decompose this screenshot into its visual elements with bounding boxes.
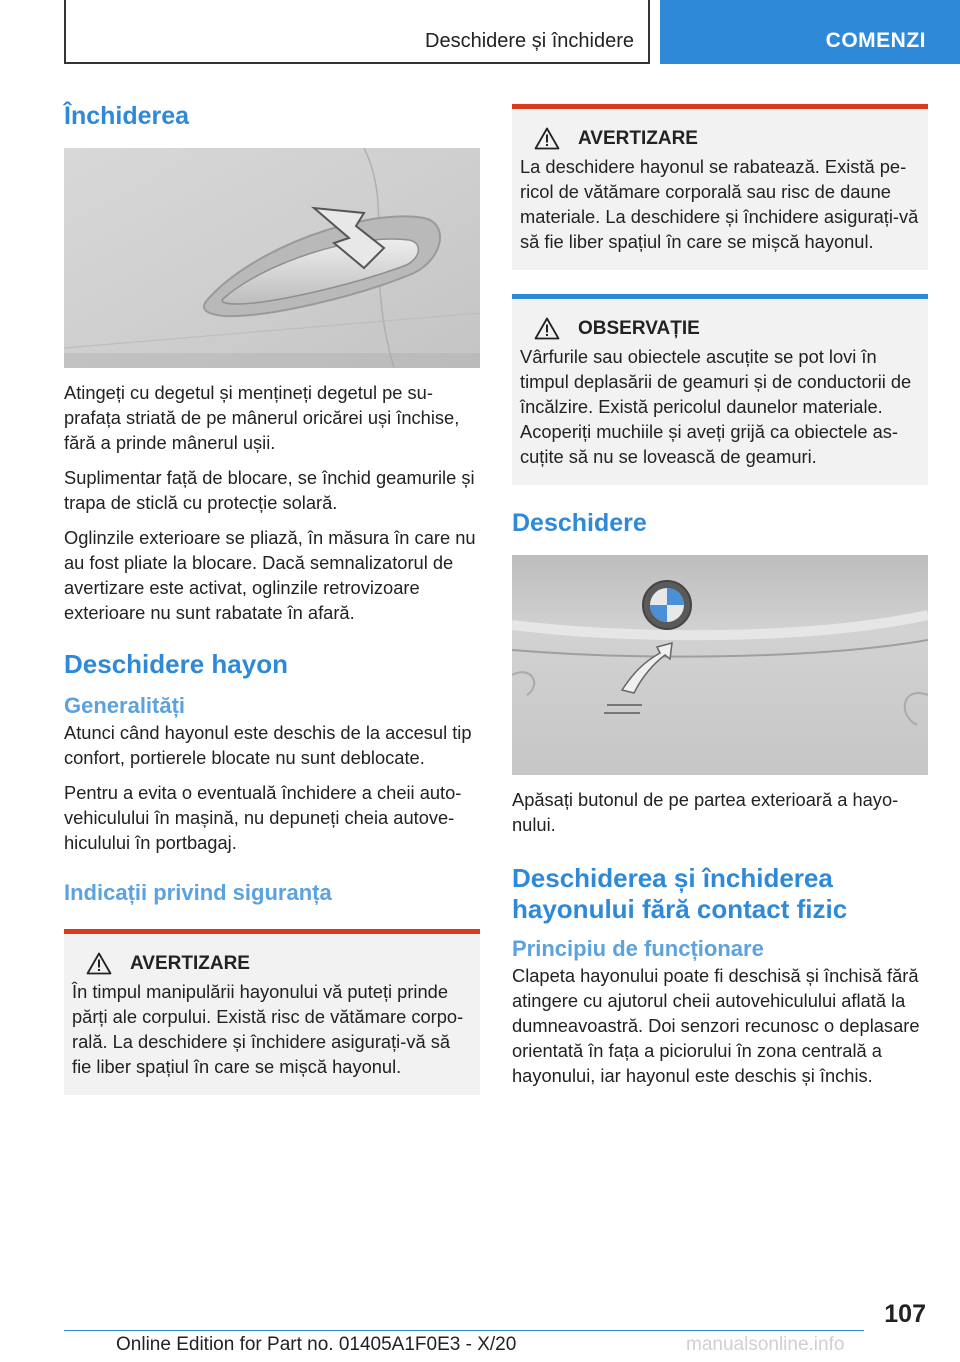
left-column <box>64 100 480 1095</box>
warning-title-row <box>72 952 472 975</box>
header-chapter-title: COMENZI <box>825 29 926 52</box>
footer-divider <box>64 1330 864 1331</box>
note-title-row <box>520 317 920 340</box>
header-section-title: Deschidere și închidere <box>425 30 634 52</box>
paragraph-generalitati-1: Atunci când hayonul este deschis de la accesul tip confort, portierele blocate nu sunt deblocate. <box>64 722 472 768</box>
footer-watermark: manualsonline.info <box>686 1334 845 1355</box>
note-body: Vârfurile sau obiectele ascuțite se pot lovi în timpul deplasării de geamuri și de conductorii de încălzire. Există pericolul daunelor materiale. Acoperiți muchiile și aveți grijă ca obiectele as-cuțite să nu se lovească de geamuri. <box>520 346 912 467</box>
heading-deschidere-hayon: Deschidere hayon <box>64 649 288 679</box>
door-handle-photo <box>64 148 480 368</box>
heading-principiu: Principiu de funcționare <box>512 936 764 961</box>
warning-box-left <box>64 929 480 1095</box>
paragraph-deschidere: Apăsați butonul de pe partea exterioară a hayo-nului. <box>512 789 899 835</box>
warning-triangle-icon <box>86 952 112 975</box>
warning-box-right <box>512 104 928 270</box>
heading-generalitati: Generalități <box>64 693 186 718</box>
header-section-box <box>64 0 650 64</box>
warning-body: În timpul manipulării hayonului vă puteți prinde părți ale corpului. Există risc de vătămare corpo-rală. La deschidere și închidere asigurați-vă să fie liber spațiul în care se mișcă hayonul. <box>72 981 464 1077</box>
warning-title-row <box>520 127 920 150</box>
warning-body: La deschidere hayonul se rabatează. Există pe-ricol de vătămare corporală sau risc de daune materiale. La deschidere și închidere asigurați-vă să fie liber spațiul în care se mișcă hayonul. <box>520 156 919 252</box>
tailgate-button-photo <box>512 555 928 775</box>
warning-title: AVERTIZARE <box>578 127 698 149</box>
note-box <box>512 294 928 485</box>
paragraph-generalitati-2: Pentru a evita o eventuală închidere a cheii auto-vehiculului în mașină, nu depuneți cheia autove-hiculului în portbagaj. <box>64 782 462 853</box>
heading-hands-free: Deschiderea și închiderea hayonului fără contact fizic <box>512 863 848 924</box>
note-triangle-icon <box>534 317 560 340</box>
page-number: 107 <box>884 1300 926 1328</box>
paragraph-inchiderea-2: Suplimentar față de blocare, se închid geamurile și trapa de sticlă cu protecție solară. <box>64 467 475 513</box>
footer-edition: Online Edition for Part no. 01405A1F0E3 - X/20 <box>116 1334 517 1355</box>
paragraph-inchiderea-1: Atingeți cu degetul și mențineți degetul pe su-prafața striată de pe mânerul oricărei uși închise, fără a prinde mânerul ușii. <box>64 382 460 453</box>
header-chapter-tab[interactable] <box>660 0 960 64</box>
heading-indicatii-siguranta: Indicații privind siguranța <box>64 880 332 905</box>
door-handle-illustration <box>64 148 480 368</box>
paragraph-principiu: Clapeta hayonului poate fi deschisă și închisă fără atingere cu ajutorul cheii autovehiculului aflată la dumneavoastră. Doi senzori recunosc o deplasare orientată în fața a piciorului în zona centrală a hayonului, iar hayonul este deschis și închis. <box>512 965 920 1086</box>
right-column <box>512 100 928 1088</box>
paragraph-inchiderea-3: Oglinzile exterioare se pliază, în măsura în care nu au fost pliate la blocare. Dacă semnalizatorul de avertizare este activat, oglinzile retrovizoare exterioare nu sunt rabatate în afară. <box>64 527 476 623</box>
warning-title: AVERTIZARE <box>130 952 250 974</box>
warning-triangle-icon <box>534 127 560 150</box>
heading-inchiderea: Închiderea <box>64 102 190 130</box>
heading-deschidere: Deschidere <box>512 509 647 537</box>
note-title: OBSERVAȚIE <box>578 317 700 339</box>
tailgate-illustration <box>512 555 928 775</box>
